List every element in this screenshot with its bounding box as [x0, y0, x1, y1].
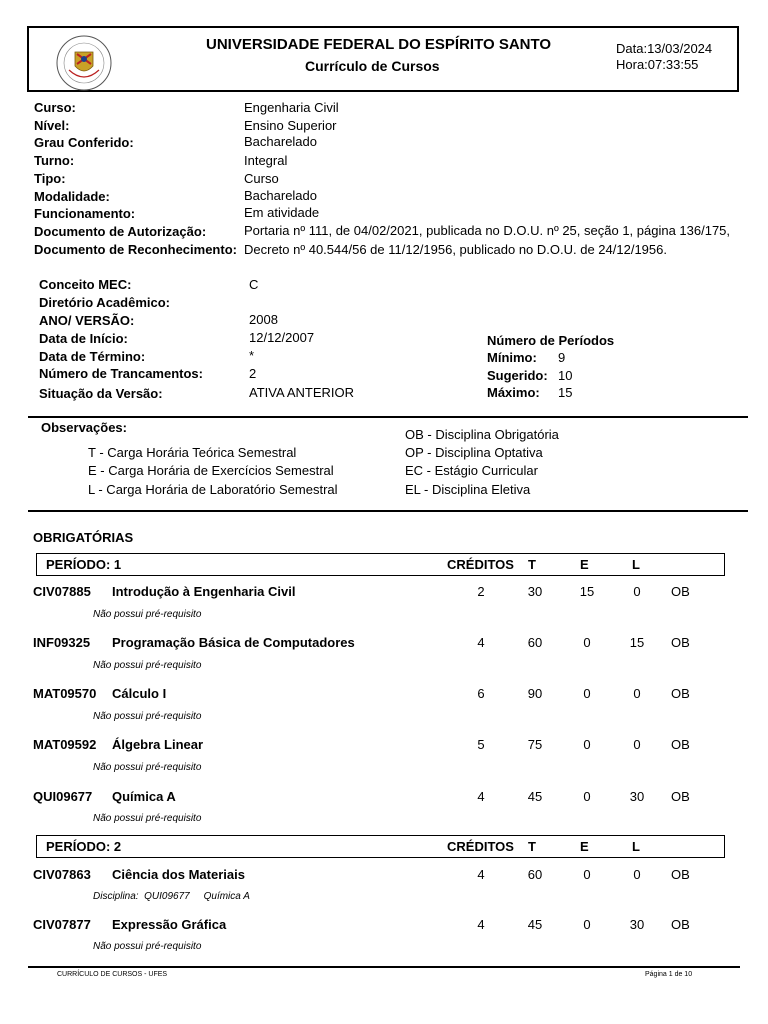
course-name: Introdução à Engenharia Civil	[112, 584, 296, 599]
course-e: 0	[583, 917, 591, 932]
shift-value: Integral	[244, 153, 288, 168]
col-l: L	[632, 839, 640, 854]
course-credits: 4	[477, 635, 485, 650]
mec-label: Conceito MEC:	[39, 277, 132, 292]
period-header-box	[36, 553, 725, 576]
obs-legend-el: EL - Disciplina Eletiva	[405, 482, 531, 497]
end-date-value: *	[249, 348, 255, 363]
course-credits: 5	[477, 737, 485, 752]
period-header-box	[36, 835, 725, 858]
course-l: 0	[633, 686, 641, 701]
degree-label: Grau Conferido:	[34, 135, 134, 150]
course-name: Ciência dos Materiais	[112, 867, 245, 882]
course-code: MAT09592	[33, 737, 97, 752]
periods-sug-value: 10	[558, 368, 573, 383]
obs-legend-ob: OB - Disciplina Obrigatória	[405, 427, 559, 442]
obs-legend-e: E - Carga Horária de Exercícios Semestral	[88, 463, 334, 478]
course-prereq: Não possui pré-requisito	[93, 941, 202, 952]
modality-value: Bacharelado	[244, 188, 317, 203]
course-type: OB	[671, 917, 690, 932]
recognition-value: Decreto nº 40.544/56 de 11/12/1956, publicado no D.O.U. de 24/12/1956.	[244, 242, 667, 257]
periods-max-value: 15	[558, 385, 573, 400]
course-type: OB	[671, 867, 690, 882]
obs-legend-ec: EC - Estágio Curricular	[405, 463, 538, 478]
periods-title: Número de Períodos	[487, 333, 615, 348]
type-label: Tipo:	[34, 171, 66, 186]
footer-left: CURRÍCULO DE CURSOS - UFES	[57, 971, 168, 978]
obs-legend-l: L - Carga Horária de Laboratório Semestral	[88, 482, 338, 497]
course-e: 0	[583, 635, 591, 650]
version-status-label: Situação da Versão:	[39, 386, 163, 401]
course-credits: 2	[477, 584, 485, 599]
course-name: Programação Básica de Computadores	[112, 635, 355, 650]
level-value: Ensino Superior	[244, 118, 337, 133]
course-prereq: Não possui pré-requisito	[93, 762, 202, 773]
course-name: Cálculo I	[112, 686, 167, 701]
course-credits: 4	[477, 789, 485, 804]
obs-legend-t: T - Carga Horária Teórica Semestral	[88, 445, 297, 460]
modality-label: Modalidade:	[34, 189, 110, 204]
course-t: 45	[527, 917, 543, 932]
course-type: OB	[671, 737, 690, 752]
course-type: OB	[671, 635, 690, 650]
col-l: L	[632, 557, 640, 572]
course-type: OB	[671, 584, 690, 599]
course-code: CIV07863	[33, 867, 91, 882]
footer-page: Página 1 de 10	[645, 971, 693, 978]
course-code: INF09325	[33, 635, 91, 650]
year-version-label: ANO/ VERSÃO:	[39, 313, 135, 328]
operation-label: Funcionamento:	[34, 206, 136, 221]
course-prereq: Disciplina: QUI09677 Química A	[93, 891, 250, 902]
report-time: Hora:07:33:55	[616, 57, 699, 72]
operation-value: Em atividade	[244, 205, 320, 220]
course-t: 75	[527, 737, 543, 752]
course-l: 0	[633, 867, 641, 882]
observations-title: Observações:	[41, 420, 127, 435]
course-type: OB	[671, 789, 690, 804]
version-status-value: ATIVA ANTERIOR	[249, 385, 354, 400]
footer-divider	[28, 966, 740, 968]
authorization-value: Portaria nº 111, de 04/02/2021, publicada no D.O.U. nº 25, seção 1, página 136/175,	[244, 223, 731, 238]
course-name: Química A	[112, 789, 176, 804]
authorization-label: Documento de Autorização:	[34, 224, 207, 239]
course-l: 0	[633, 584, 641, 599]
course-l: 30	[629, 917, 645, 932]
section-title: OBRIGATÓRIAS	[33, 530, 134, 545]
course-e: 0	[583, 686, 591, 701]
col-credits: CRÉDITOS	[447, 839, 514, 854]
periods-max-label: Máximo:	[487, 385, 540, 400]
end-date-label: Data de Término:	[39, 349, 146, 364]
col-credits: CRÉDITOS	[447, 557, 514, 572]
course-code: QUI09677	[33, 789, 93, 804]
course-prereq: Não possui pré-requisito	[93, 609, 202, 620]
course-t: 30	[527, 584, 543, 599]
course-t: 60	[527, 635, 543, 650]
divider-top	[28, 416, 748, 418]
col-t: T	[528, 557, 536, 572]
recognition-label: Documento de Reconhecimento:	[34, 242, 237, 257]
academic-directory-label: Diretório Acadêmico:	[39, 295, 170, 310]
year-version-value: 2008	[249, 312, 278, 327]
course-name: Expressão Gráfica	[112, 917, 227, 932]
course-credits: 4	[477, 917, 485, 932]
course-prereq: Não possui pré-requisito	[93, 711, 202, 722]
course-e: 15	[579, 584, 595, 599]
period-label: PERÍODO: 1	[46, 557, 122, 572]
level-label: Nível:	[34, 118, 70, 133]
start-date-value: 12/12/2007	[249, 330, 315, 345]
course-label: Curso:	[34, 100, 76, 115]
course-credits: 4	[477, 867, 485, 882]
course-code: MAT09570	[33, 686, 97, 701]
course-l: 15	[629, 635, 645, 650]
university-name: UNIVERSIDADE FEDERAL DO ESPÍRITO SANTO	[206, 36, 552, 53]
course-e: 0	[583, 789, 591, 804]
col-t: T	[528, 839, 536, 854]
type-value: Curso	[244, 171, 279, 186]
periods-sug-label: Sugerido:	[487, 368, 548, 383]
report-date: Data:13/03/2024	[616, 41, 713, 56]
periods-min-label: Mínimo:	[487, 350, 537, 365]
periods-min-value: 9	[558, 350, 566, 365]
course-code: CIV07885	[33, 584, 91, 599]
course-name: Álgebra Linear	[112, 737, 204, 752]
course-l: 0	[633, 737, 641, 752]
period-label: PERÍODO: 2	[46, 839, 122, 854]
course-t: 45	[527, 789, 543, 804]
course-credits: 6	[477, 686, 485, 701]
course-e: 0	[583, 737, 591, 752]
col-e: E	[580, 557, 589, 572]
obs-legend-op: OP - Disciplina Optativa	[405, 445, 543, 460]
divider-bottom	[28, 510, 748, 512]
course-t: 90	[527, 686, 543, 701]
start-date-label: Data de Início:	[39, 331, 128, 346]
course-t: 60	[527, 867, 543, 882]
course-prereq: Não possui pré-requisito	[93, 660, 202, 671]
degree-value: Bacharelado	[244, 134, 317, 149]
lock-count-label: Número de Trancamentos:	[39, 366, 203, 381]
report-subtitle: Currículo de Cursos	[305, 58, 440, 74]
course-prereq: Não possui pré-requisito	[93, 813, 202, 824]
course-value: Engenharia Civil	[244, 100, 339, 115]
col-e: E	[580, 839, 589, 854]
shift-label: Turno:	[34, 153, 75, 168]
lock-count-value: 2	[249, 366, 257, 381]
course-type: OB	[671, 686, 690, 701]
course-code: CIV07877	[33, 917, 91, 932]
course-e: 0	[583, 867, 591, 882]
course-l: 30	[629, 789, 645, 804]
university-seal-icon	[55, 34, 113, 92]
mec-value: C	[249, 277, 259, 292]
